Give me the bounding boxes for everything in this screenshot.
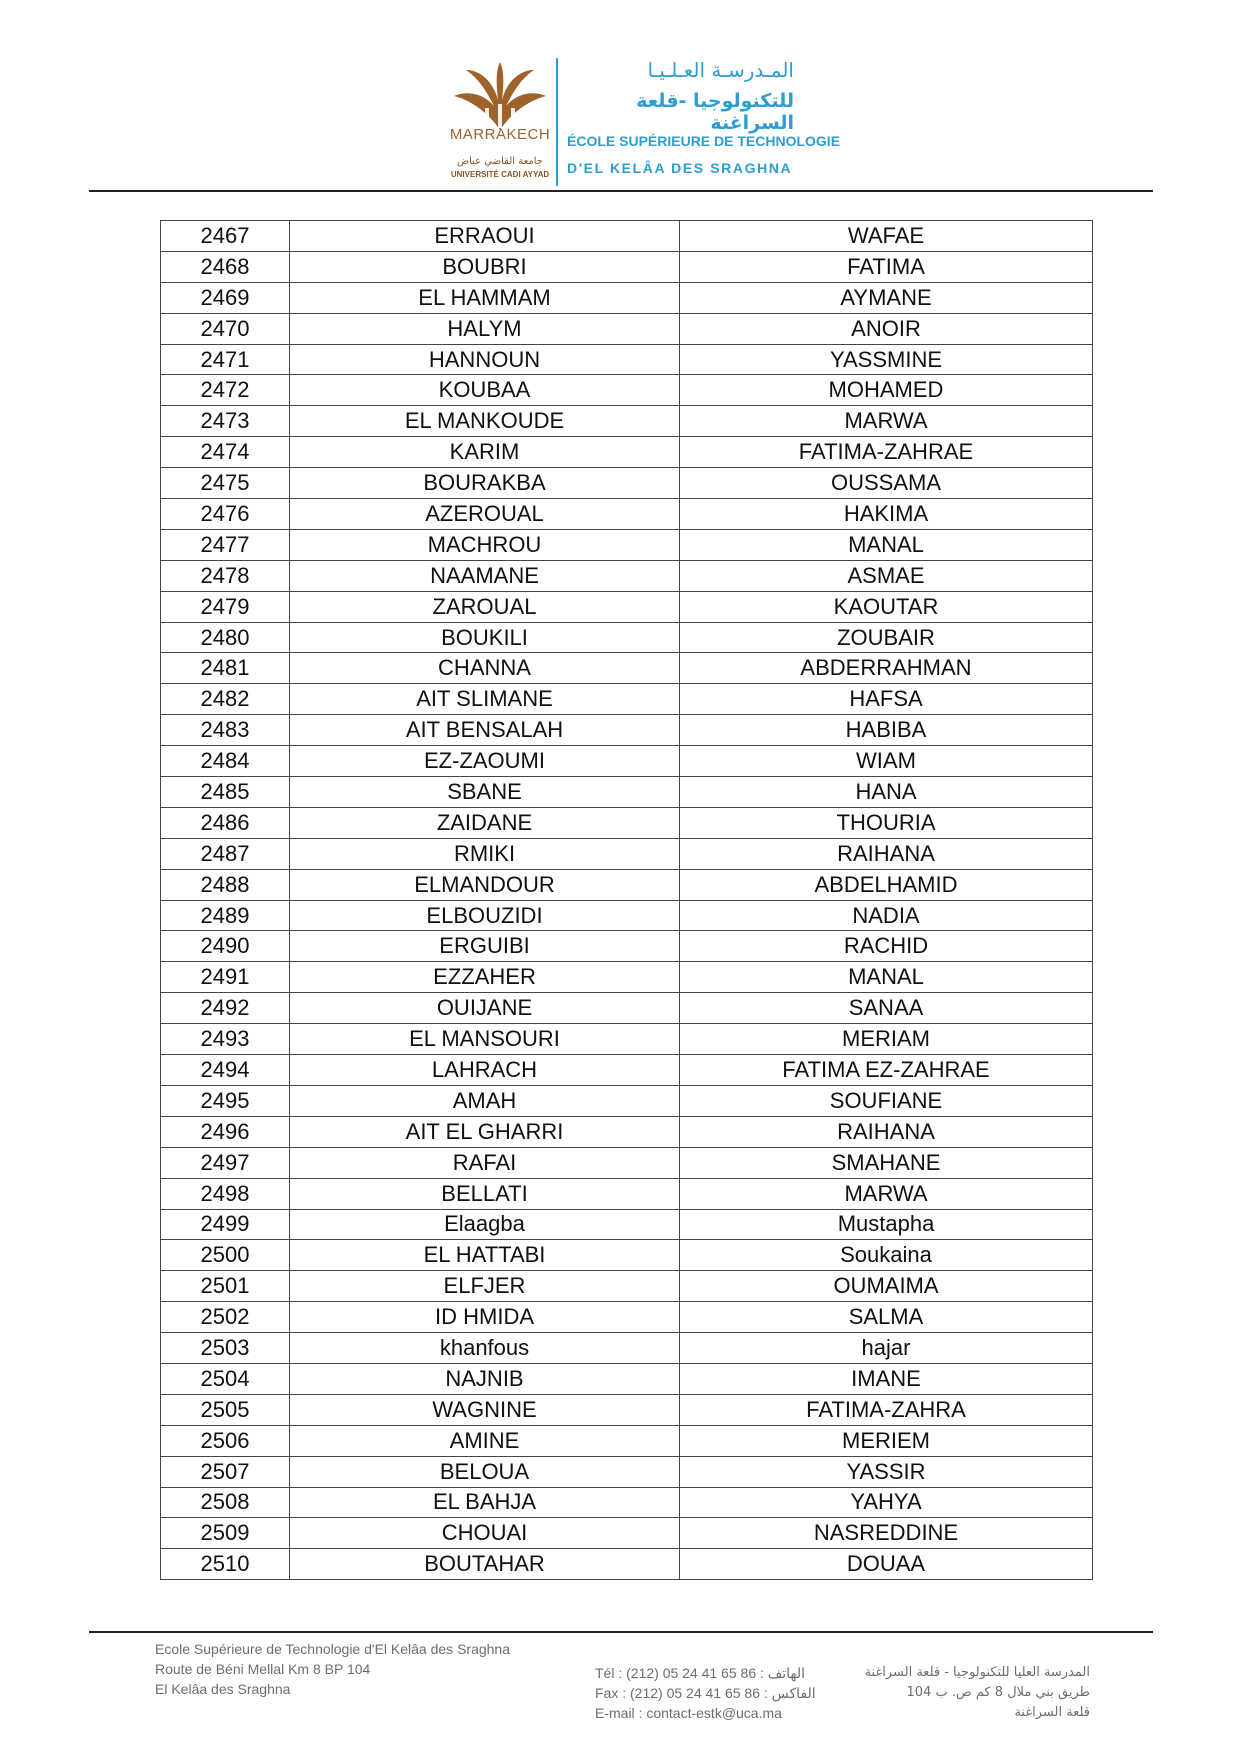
last-name-cell: EL HATTABI: [290, 1240, 680, 1271]
table-row: [161, 715, 1093, 746]
row-number-cell: 2490: [161, 931, 290, 962]
last-name-cell: AIT EL GHARRI: [290, 1116, 680, 1147]
row-number-cell: 2508: [161, 1487, 290, 1518]
row-number-cell: 2471: [161, 344, 290, 375]
row-number-cell: 2476: [161, 499, 290, 530]
row-number-cell: 2473: [161, 406, 290, 437]
last-name-cell: EL HAMMAM: [290, 282, 680, 313]
row-number-cell: 2474: [161, 437, 290, 468]
row-number-cell: 2483: [161, 715, 290, 746]
table-row: [161, 746, 1093, 777]
university-logo-icon: [448, 60, 552, 132]
last-name-cell: MACHROU: [290, 529, 680, 560]
row-number-cell: 2485: [161, 777, 290, 808]
first-name-cell: RAIHANA: [680, 1116, 1093, 1147]
table-row: [161, 777, 1093, 808]
logo-wordmark: MARRAKECH: [449, 126, 551, 143]
row-number-cell: 2487: [161, 838, 290, 869]
table-row: [161, 221, 1093, 252]
first-name-cell: MERIAM: [680, 1024, 1093, 1055]
table-row: [161, 807, 1093, 838]
footer-email: E-mail : contact-estk@uca.ma: [595, 1705, 782, 1721]
first-name-cell: ABDELHAMID: [680, 869, 1093, 900]
row-number-cell: 2509: [161, 1518, 290, 1549]
last-name-cell: AIT BENSALAH: [290, 715, 680, 746]
footer-line: قلعة السراغنة: [1014, 1705, 1090, 1720]
first-name-cell: SMAHANE: [680, 1147, 1093, 1178]
first-name-cell: MARWA: [680, 406, 1093, 437]
row-number-cell: 2504: [161, 1363, 290, 1394]
first-name-cell: MOHAMED: [680, 375, 1093, 406]
table-row: [161, 437, 1093, 468]
table-row: [161, 591, 1093, 622]
table-row: [161, 962, 1093, 993]
footer-contact: [595, 1663, 816, 1723]
last-name-cell: HANNOUN: [290, 344, 680, 375]
first-name-cell: MANAL: [680, 962, 1093, 993]
footer-line: Ecole Supérieure de Technologie d'El Kelâa des Sraghna: [155, 1641, 510, 1657]
row-number-cell: 2489: [161, 900, 290, 931]
last-name-cell: RAFAI: [290, 1147, 680, 1178]
last-name-cell: WAGNINE: [290, 1394, 680, 1425]
last-name-cell: BOUBRI: [290, 251, 680, 282]
row-number-cell: 2503: [161, 1333, 290, 1364]
last-name-cell: ZAROUAL: [290, 591, 680, 622]
first-name-cell: MERIEM: [680, 1425, 1093, 1456]
last-name-cell: AIT SLIMANE: [290, 684, 680, 715]
table-row: [161, 1116, 1093, 1147]
first-name-cell: AYMANE: [680, 282, 1093, 313]
footer-fax: Fax : (212) 05 24 41 65 86 : الفاكس: [595, 1685, 816, 1701]
row-number-cell: 2507: [161, 1456, 290, 1487]
first-name-cell: HAFSA: [680, 684, 1093, 715]
last-name-cell: BOURAKBA: [290, 468, 680, 499]
last-name-cell: RMIKI: [290, 838, 680, 869]
table-row: [161, 468, 1093, 499]
first-name-cell: WIAM: [680, 746, 1093, 777]
last-name-cell: EZ-ZAOUMI: [290, 746, 680, 777]
row-number-cell: 2496: [161, 1116, 290, 1147]
row-number-cell: 2472: [161, 375, 290, 406]
row-number-cell: 2491: [161, 962, 290, 993]
table-row: [161, 1024, 1093, 1055]
row-number-cell: 2493: [161, 1024, 290, 1055]
last-name-cell: ERGUIBI: [290, 931, 680, 962]
first-name-cell: HAKIMA: [680, 499, 1093, 530]
first-name-cell: HANA: [680, 777, 1093, 808]
last-name-cell: AMINE: [290, 1425, 680, 1456]
table-row: [161, 1085, 1093, 1116]
first-name-cell: Soukaina: [680, 1240, 1093, 1271]
last-name-cell: EL MANSOURI: [290, 1024, 680, 1055]
school-name-french-line2: D'EL KELÂA DES SRAGHNA: [567, 160, 793, 176]
logo-arabic-name: جامعة القاضي عياض: [456, 156, 543, 167]
first-name-cell: MARWA: [680, 1178, 1093, 1209]
school-name-arabic-line1: المـدرسـة العـلـيـا: [647, 58, 794, 82]
row-number-cell: 2506: [161, 1425, 290, 1456]
table-row: [161, 344, 1093, 375]
table-row: [161, 1178, 1093, 1209]
table-row: [161, 560, 1093, 591]
table-row: [161, 1271, 1093, 1302]
table-row: [161, 1456, 1093, 1487]
row-number-cell: 2502: [161, 1302, 290, 1333]
last-name-cell: HALYM: [290, 313, 680, 344]
student-list-table: [160, 220, 1093, 1580]
table-row: [161, 1487, 1093, 1518]
last-name-cell: AZEROUAL: [290, 499, 680, 530]
row-number-cell: 2484: [161, 746, 290, 777]
table-row: [161, 406, 1093, 437]
last-name-cell: BOUTAHAR: [290, 1549, 680, 1580]
table-row: [161, 622, 1093, 653]
last-name-cell: NAAMANE: [290, 560, 680, 591]
first-name-cell: YAHYA: [680, 1487, 1093, 1518]
first-name-cell: ABDERRAHMAN: [680, 653, 1093, 684]
first-name-cell: NADIA: [680, 900, 1093, 931]
last-name-cell: SBANE: [290, 777, 680, 808]
table-row: [161, 684, 1093, 715]
table-row: [161, 1394, 1093, 1425]
first-name-cell: OUMAIMA: [680, 1271, 1093, 1302]
last-name-cell: CHOUAI: [290, 1518, 680, 1549]
footer-line: طريق بني ملال 8 كم ص. ب 104: [906, 1685, 1090, 1700]
first-name-cell: YASSIR: [680, 1456, 1093, 1487]
footer-line: Route de Béni Mellal Km 8 BP 104: [155, 1661, 371, 1677]
last-name-cell: Elaagba: [290, 1209, 680, 1240]
last-name-cell: ELMANDOUR: [290, 869, 680, 900]
last-name-cell: ID HMIDA: [290, 1302, 680, 1333]
row-number-cell: 2492: [161, 993, 290, 1024]
last-name-cell: CHANNA: [290, 653, 680, 684]
first-name-cell: SALMA: [680, 1302, 1093, 1333]
last-name-cell: EL BAHJA: [290, 1487, 680, 1518]
first-name-cell: IMANE: [680, 1363, 1093, 1394]
row-number-cell: 2478: [161, 560, 290, 591]
last-name-cell: BELOUA: [290, 1456, 680, 1487]
row-number-cell: 2501: [161, 1271, 290, 1302]
row-number-cell: 2500: [161, 1240, 290, 1271]
row-number-cell: 2470: [161, 313, 290, 344]
table-row: [161, 313, 1093, 344]
row-number-cell: 2475: [161, 468, 290, 499]
row-number-cell: 2495: [161, 1085, 290, 1116]
footer-line: El Kelâa des Sraghna: [155, 1681, 291, 1697]
row-number-cell: 2479: [161, 591, 290, 622]
last-name-cell: ELBOUZIDI: [290, 900, 680, 931]
last-name-cell: LAHRACH: [290, 1055, 680, 1086]
row-number-cell: 2480: [161, 622, 290, 653]
school-name-arabic-line2: للتكنولوجيا -قلعة السراغنة: [636, 90, 794, 134]
first-name-cell: ZOUBAIR: [680, 622, 1093, 653]
first-name-cell: THOURIA: [680, 807, 1093, 838]
last-name-cell: khanfous: [290, 1333, 680, 1364]
footer-address-french: [155, 1639, 510, 1699]
last-name-cell: BOUKILI: [290, 622, 680, 653]
row-number-cell: 2486: [161, 807, 290, 838]
last-name-cell: ERRAOUI: [290, 221, 680, 252]
footer-phone: Tél : (212) 05 24 41 65 86 : الهاتف: [595, 1665, 806, 1681]
table-row: [161, 1363, 1093, 1394]
table-row: [161, 900, 1093, 931]
table-row: [161, 251, 1093, 282]
table-row: [161, 838, 1093, 869]
row-number-cell: 2481: [161, 653, 290, 684]
row-number-cell: 2499: [161, 1209, 290, 1240]
first-name-cell: Mustapha: [680, 1209, 1093, 1240]
first-name-cell: hajar: [680, 1333, 1093, 1364]
last-name-cell: BELLATI: [290, 1178, 680, 1209]
first-name-cell: FATIMA EZ-ZAHRAE: [680, 1055, 1093, 1086]
first-name-cell: SANAA: [680, 993, 1093, 1024]
student-list-body: [161, 221, 1093, 1580]
table-row: [161, 931, 1093, 962]
table-row: [161, 1302, 1093, 1333]
table-row: [161, 1055, 1093, 1086]
footer-rule: [89, 1631, 1153, 1633]
table-row: [161, 653, 1093, 684]
table-row: [161, 1147, 1093, 1178]
first-name-cell: KAOUTAR: [680, 591, 1093, 622]
first-name-cell: FATIMA-ZAHRA: [680, 1394, 1093, 1425]
last-name-cell: OUIJANE: [290, 993, 680, 1024]
last-name-cell: KARIM: [290, 437, 680, 468]
row-number-cell: 2498: [161, 1178, 290, 1209]
row-number-cell: 2468: [161, 251, 290, 282]
row-number-cell: 2469: [161, 282, 290, 313]
last-name-cell: EZZAHER: [290, 962, 680, 993]
table-row: [161, 375, 1093, 406]
first-name-cell: RAIHANA: [680, 838, 1093, 869]
row-number-cell: 2477: [161, 529, 290, 560]
table-row: [161, 1209, 1093, 1240]
table-row: [161, 1240, 1093, 1271]
table-row: [161, 993, 1093, 1024]
first-name-cell: ASMAE: [680, 560, 1093, 591]
header-rule: [89, 190, 1153, 192]
table-row: [161, 1518, 1093, 1549]
table-row: [161, 869, 1093, 900]
school-name-french-line1: ÉCOLE SUPÉRIEURE DE TECHNOLOGIE: [567, 133, 841, 149]
first-name-cell: ANOIR: [680, 313, 1093, 344]
last-name-cell: ZAIDANE: [290, 807, 680, 838]
first-name-cell: HABIBA: [680, 715, 1093, 746]
table-row: [161, 1425, 1093, 1456]
first-name-cell: YASSMINE: [680, 344, 1093, 375]
row-number-cell: 2488: [161, 869, 290, 900]
table-row: [161, 499, 1093, 530]
first-name-cell: WAFAE: [680, 221, 1093, 252]
first-name-cell: OUSSAMA: [680, 468, 1093, 499]
first-name-cell: SOUFIANE: [680, 1085, 1093, 1116]
last-name-cell: KOUBAA: [290, 375, 680, 406]
table-row: [161, 1333, 1093, 1364]
footer-line: المدرسة العليا للتكنولوجيا - قلعة السراغنة: [864, 1665, 1090, 1680]
last-name-cell: AMAH: [290, 1085, 680, 1116]
row-number-cell: 2505: [161, 1394, 290, 1425]
first-name-cell: DOUAA: [680, 1549, 1093, 1580]
row-number-cell: 2510: [161, 1549, 290, 1580]
footer-address-arabic: [850, 1663, 1090, 1723]
letterhead: [0, 0, 1241, 195]
table-row: [161, 529, 1093, 560]
table-row: [161, 282, 1093, 313]
first-name-cell: FATIMA-ZAHRAE: [680, 437, 1093, 468]
row-number-cell: 2467: [161, 221, 290, 252]
table-row: [161, 1549, 1093, 1580]
row-number-cell: 2497: [161, 1147, 290, 1178]
first-name-cell: NASREDDINE: [680, 1518, 1093, 1549]
first-name-cell: MANAL: [680, 529, 1093, 560]
row-number-cell: 2482: [161, 684, 290, 715]
last-name-cell: NAJNIB: [290, 1363, 680, 1394]
first-name-cell: FATIMA: [680, 251, 1093, 282]
logo-university-name: UNIVERSITÉ CADI AYYAD: [450, 170, 550, 179]
first-name-cell: RACHID: [680, 931, 1093, 962]
last-name-cell: EL MANKOUDE: [290, 406, 680, 437]
last-name-cell: ELFJER: [290, 1271, 680, 1302]
row-number-cell: 2494: [161, 1055, 290, 1086]
header-divider: [556, 58, 558, 186]
